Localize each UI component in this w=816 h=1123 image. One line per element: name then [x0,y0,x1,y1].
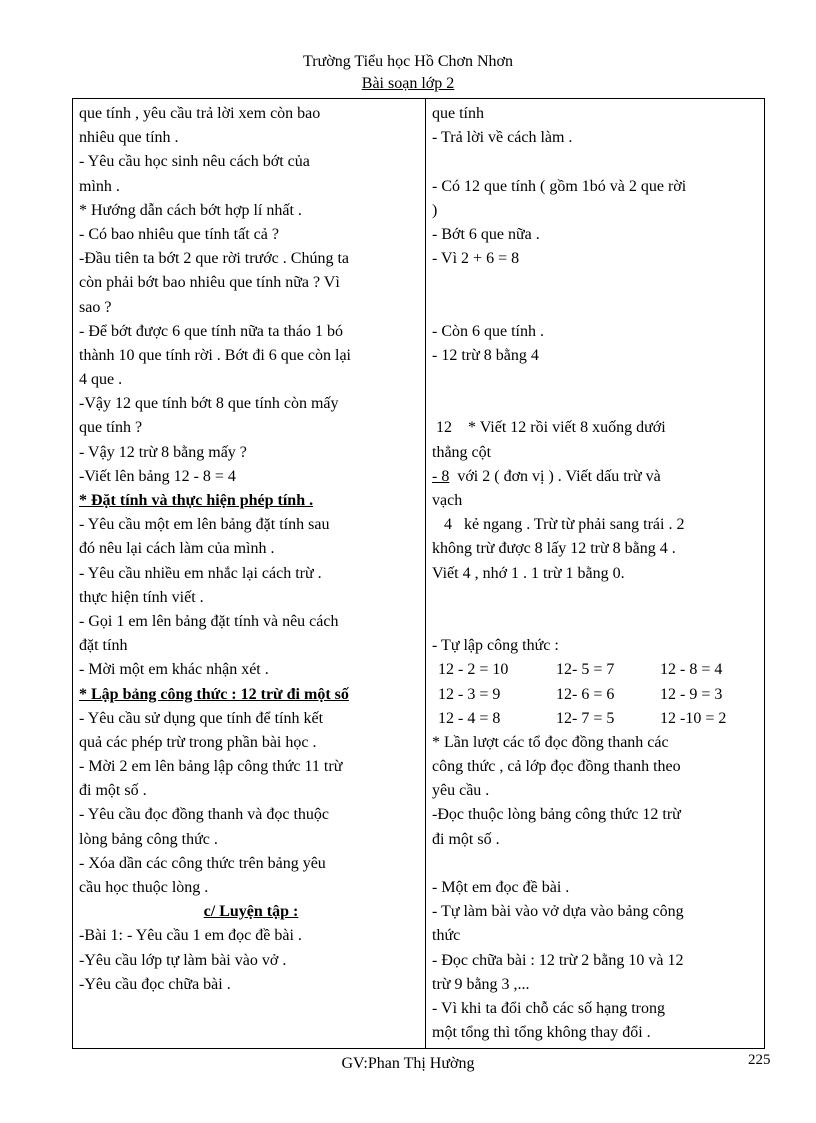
left-line: lòng bảng công thức . [79,830,218,848]
column-divider [425,99,426,1048]
right-line: - Một em đọc đề bài . [432,879,570,896]
student-activities-column [432,102,762,1045]
right-line: -Đọc thuộc lòng bảng công thức 12 trừ [432,806,681,824]
page-number: 225 [748,1052,771,1068]
right-line [432,150,762,174]
right-line: - Vì 2 + 6 = 8 [432,250,520,268]
formula: 12 - 3 = 9 [438,685,501,703]
left-line: -Yêu cầu đọc chữa bài . [79,975,231,993]
right-line: que tính [432,105,484,122]
left-line: 4 que . [79,371,123,389]
right-line: đi một số . [432,830,500,848]
left-line: -Vậy 12 que tính bớt 8 que tính còn mấy [79,395,339,413]
right-line: - Vì khi ta đổi chỗ các số hạng trong [432,999,665,1017]
left-line: que tính , yêu cầu trả lời xem còn bao [79,105,321,122]
lesson-subtitle [0,74,816,94]
right-line: trừ 9 bằng 3 ,... [432,975,530,993]
minus-eight: - 8 [432,467,450,485]
left-line: thành 10 que tính rời . Bớt đi 6 que còn lại [79,346,351,364]
right-line [432,271,762,295]
right-line [432,296,762,320]
left-line: đi một số . [79,782,147,800]
formula: 12 - 2 = 10 [438,661,509,679]
right-line: - Trả lời về cách làm . [432,129,573,147]
lesson-table [72,98,765,1049]
column-subtraction-top: 12 * Viết 12 rồi viết 8 xuống dưới [432,419,666,437]
right-line: không trừ được 8 lấy 12 trừ 8 bằng 4 . [432,540,676,558]
right-line [432,586,762,610]
left-line: -Yêu cầu lớp tự làm bài vào vở . [79,951,287,969]
formula-row [432,683,762,707]
section-heading-formula-table: * Lập bảng công thức : 12 trừ đi một số [79,685,349,703]
right-line: - Tự làm bài vào vở dựa vào bảng công [432,903,684,921]
right-line: vạch [432,492,463,509]
left-line: - Yêu cầu sử dụng que tính để tính kết [79,709,324,727]
teacher-name-footer: GV:Phan Thị Hường [341,1055,475,1072]
right-line: thức [432,927,461,945]
right-line: - 12 trừ 8 bằng 4 [432,346,539,364]
right-line: một tổng thì tổng không thay đổi . [432,1024,651,1042]
left-line: - Xóa dần các công thức trên bảng yêu [79,854,326,872]
left-line: -Đầu tiên ta bớt 2 que rời trước . Chúng ta [79,250,349,268]
right-line [432,368,762,392]
formula: 12 - 8 = 4 [660,661,723,679]
formula: 12 - 4 = 8 [438,709,501,727]
left-line: còn phải bớt bao nhiêu que tính nữa ? Vì [79,274,340,292]
left-line: - Vậy 12 trừ 8 bằng mấy ? [79,443,247,461]
left-line: - Có bao nhiêu que tính tất cả ? [79,225,279,243]
left-line: - Để bớt được 6 que tính nữa ta tháo 1 bó [79,322,343,340]
school-name: Trường Tiểu học Hồ Chơn Nhơn [303,53,513,70]
section-heading-place-value: * Đặt tính và thực hiện phép tính . [79,492,314,509]
left-line: - Mời 2 em lên bảng lập công thức 11 trừ [79,758,343,776]
right-line: * Lần lượt các tổ đọc đồng thanh các [432,733,669,751]
teacher-activities-column [79,102,423,997]
left-line: - Yêu cầu học sinh nêu cách bớt của [79,153,310,171]
formula: 12 -10 = 2 [660,709,727,727]
column-subtraction-minus-row [432,465,762,489]
formula-row [432,658,762,682]
section-heading-practice: c/ Luyện tập : [203,903,299,921]
left-line: -Viết lên bảng 12 - 8 = 4 [79,467,236,485]
lesson-subtitle-text: Bài soạn lớp 2 [361,75,455,92]
right-line: - Có 12 que tính ( gồm 1bó và 2 que rời [432,177,687,195]
left-line: sao ? [79,298,112,316]
left-line: - Mời một em khác nhận xét . [79,661,269,679]
right-line: Viết 4 , nhớ 1 . 1 trừ 1 bằng 0. [432,564,625,582]
left-line: - Gọi 1 em lên bảng đặt tính và nêu cách [79,612,339,630]
formula: 12- 7 = 5 [556,709,615,727]
minus-row-text: với 2 ( đơn vị ) . Viết dấu trừ và [449,467,661,485]
formula-row [432,707,762,731]
right-line: ) [432,201,438,219]
left-line: đó nêu lại cách làm của mình . [79,540,275,558]
right-line: - Đọc chữa bài : 12 trừ 2 bằng 10 và 12 [432,951,684,969]
exercise-1-line: -Bài 1: - Yêu cầu 1 em đọc đề bài . [79,927,302,945]
right-line: công thức , cả lớp đọc đồng thanh theo [432,758,681,776]
column-subtraction-result: 4 kẻ ngang . Trừ từ phải sang trái . 2 [432,516,685,534]
left-line: que tính ? [79,419,143,437]
formula: 12 - 9 = 3 [660,685,723,703]
formula: 12- 6 = 6 [556,685,615,703]
left-line: cầu học thuộc lòng . [79,879,209,896]
left-line: đặt tính [79,637,128,655]
left-line: quả các phép trừ trong phần bài học . [79,733,317,751]
left-line: - Yêu cầu một em lên bảng đặt tính sau [79,516,330,534]
left-line: - Yêu cầu nhiều em nhắc lại cách trừ . [79,564,322,582]
left-line: thực hiện tính viết . [79,588,204,606]
left-line: * Hướng dẫn cách bớt hợp lí nhất . [79,201,302,219]
right-line: - Còn 6 que tính . [432,322,544,340]
left-line: - Yêu cầu đọc đồng thanh và đọc thuộc [79,806,329,824]
right-line: - Bớt 6 que nữa . [432,225,540,243]
right-line [432,610,762,634]
right-line [432,852,762,876]
right-line: yêu cầu . [432,782,490,800]
right-line [432,392,762,416]
formula: 12- 5 = 7 [556,661,615,679]
right-line: thẳng cột [432,443,492,461]
right-line: - Tự lập công thức : [432,637,559,655]
left-line: mình . [79,177,120,195]
left-line: nhiêu que tính . [79,129,179,147]
